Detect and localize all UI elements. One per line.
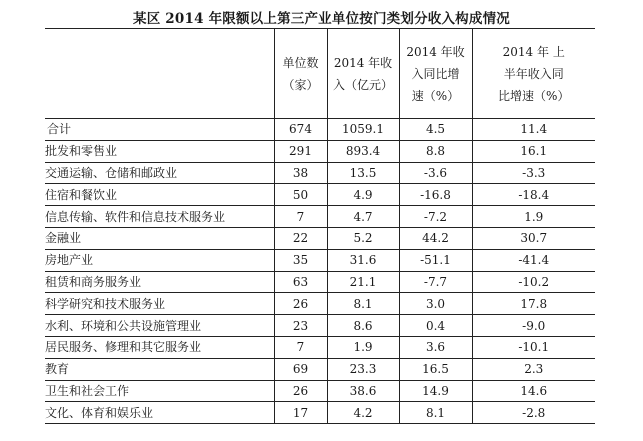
table-row [45, 184, 595, 206]
growth-cell: 8.8 [399, 140, 472, 162]
income-cell: 8.6 [327, 315, 399, 337]
category-cell: 租赁和商务服务业 [45, 271, 274, 293]
category-cell: 卫生和社会工作 [45, 380, 274, 402]
h1-growth-cell: 30.7 [472, 227, 595, 249]
header-category [45, 29, 274, 119]
growth-cell: 3.6 [399, 336, 472, 358]
income-cell: 893.4 [327, 140, 399, 162]
table-title: 某区 2014 年限额以上第三产业单位按门类划分收入构成情况 [133, 11, 510, 27]
unit-count-cell: 7 [274, 336, 327, 358]
growth-cell: 3.0 [399, 293, 472, 315]
table-row [45, 336, 595, 358]
unit-count-cell: 674 [274, 119, 327, 141]
growth-cell: 44.2 [399, 227, 472, 249]
category-cell: 金融业 [45, 227, 274, 249]
growth-cell: -3.6 [399, 162, 472, 184]
table-row [45, 162, 595, 184]
category-cell: 房地产业 [45, 249, 274, 271]
h1-growth-cell: 2.3 [472, 358, 595, 380]
unit-count-cell: 23 [274, 315, 327, 337]
category-cell: 水利、环境和公共设施管理业 [45, 315, 274, 337]
header-income-2014: 2014 年收 入（亿元） [327, 29, 399, 119]
income-cell: 1059.1 [327, 119, 399, 141]
table-body [45, 119, 595, 424]
table-row [45, 271, 595, 293]
growth-cell: -7.2 [399, 206, 472, 228]
header-growth-h1-2014: 2014 年 上 半年收入同 比增速（%） [472, 29, 595, 119]
unit-count-cell: 26 [274, 380, 327, 402]
h1-growth-cell: 17.8 [472, 293, 595, 315]
growth-cell: -16.8 [399, 184, 472, 206]
income-cell: 13.5 [327, 162, 399, 184]
unit-count-cell: 38 [274, 162, 327, 184]
category-cell: 科学研究和技术服务业 [45, 293, 274, 315]
category-cell: 合计 [45, 119, 274, 141]
category-cell: 信息传输、软件和信息技术服务业 [45, 206, 274, 228]
income-cell: 38.6 [327, 380, 399, 402]
table-row [45, 140, 595, 162]
growth-cell: 14.9 [399, 380, 472, 402]
income-cell: 4.7 [327, 206, 399, 228]
table-row [45, 227, 595, 249]
h1-growth-cell: -2.8 [472, 402, 595, 424]
unit-count-cell: 35 [274, 249, 327, 271]
category-cell: 文化、体育和娱乐业 [45, 402, 274, 424]
table-row [45, 206, 595, 228]
unit-count-cell: 63 [274, 271, 327, 293]
h1-growth-cell: -9.0 [472, 315, 595, 337]
income-cell: 4.9 [327, 184, 399, 206]
growth-cell: 4.5 [399, 119, 472, 141]
category-cell: 批发和零售业 [45, 140, 274, 162]
table-row [45, 380, 595, 402]
category-cell: 交通运输、仓储和邮政业 [45, 162, 274, 184]
table-row [45, 402, 595, 424]
income-cell: 31.6 [327, 249, 399, 271]
h1-growth-cell: -18.4 [472, 184, 595, 206]
header-unit-count: 单位数 （家） [274, 29, 327, 119]
table-row [45, 358, 595, 380]
h1-growth-cell: 11.4 [472, 119, 595, 141]
category-cell: 教育 [45, 358, 274, 380]
growth-cell: 16.5 [399, 358, 472, 380]
h1-growth-cell: 14.6 [472, 380, 595, 402]
income-cell: 8.1 [327, 293, 399, 315]
unit-count-cell: 69 [274, 358, 327, 380]
h1-growth-cell: -41.4 [472, 249, 595, 271]
h1-growth-cell: 16.1 [472, 140, 595, 162]
h1-growth-cell: -3.3 [472, 162, 595, 184]
income-cell: 23.3 [327, 358, 399, 380]
income-cell: 1.9 [327, 336, 399, 358]
income-cell: 5.2 [327, 227, 399, 249]
h1-growth-cell: 1.9 [472, 206, 595, 228]
growth-cell: -7.7 [399, 271, 472, 293]
h1-growth-cell: -10.2 [472, 271, 595, 293]
category-cell: 住宿和餐饮业 [45, 184, 274, 206]
unit-count-cell: 22 [274, 227, 327, 249]
income-cell: 21.1 [327, 271, 399, 293]
growth-cell: 8.1 [399, 402, 472, 424]
table-row [45, 119, 595, 141]
unit-count-cell: 291 [274, 140, 327, 162]
unit-count-cell: 50 [274, 184, 327, 206]
growth-cell: -51.1 [399, 249, 472, 271]
table-row [45, 315, 595, 337]
unit-count-cell: 26 [274, 293, 327, 315]
table-row [45, 293, 595, 315]
unit-count-cell: 17 [274, 402, 327, 424]
h1-growth-cell: -10.1 [472, 336, 595, 358]
unit-count-cell: 7 [274, 206, 327, 228]
growth-cell: 0.4 [399, 315, 472, 337]
header-row [45, 29, 595, 119]
table-header [45, 29, 595, 119]
table-row [45, 249, 595, 271]
income-cell: 4.2 [327, 402, 399, 424]
income-table [45, 28, 595, 424]
category-cell: 居民服务、修理和其它服务业 [45, 336, 274, 358]
header-growth-2014: 2014 年收 入同比增 速（%） [399, 29, 472, 119]
